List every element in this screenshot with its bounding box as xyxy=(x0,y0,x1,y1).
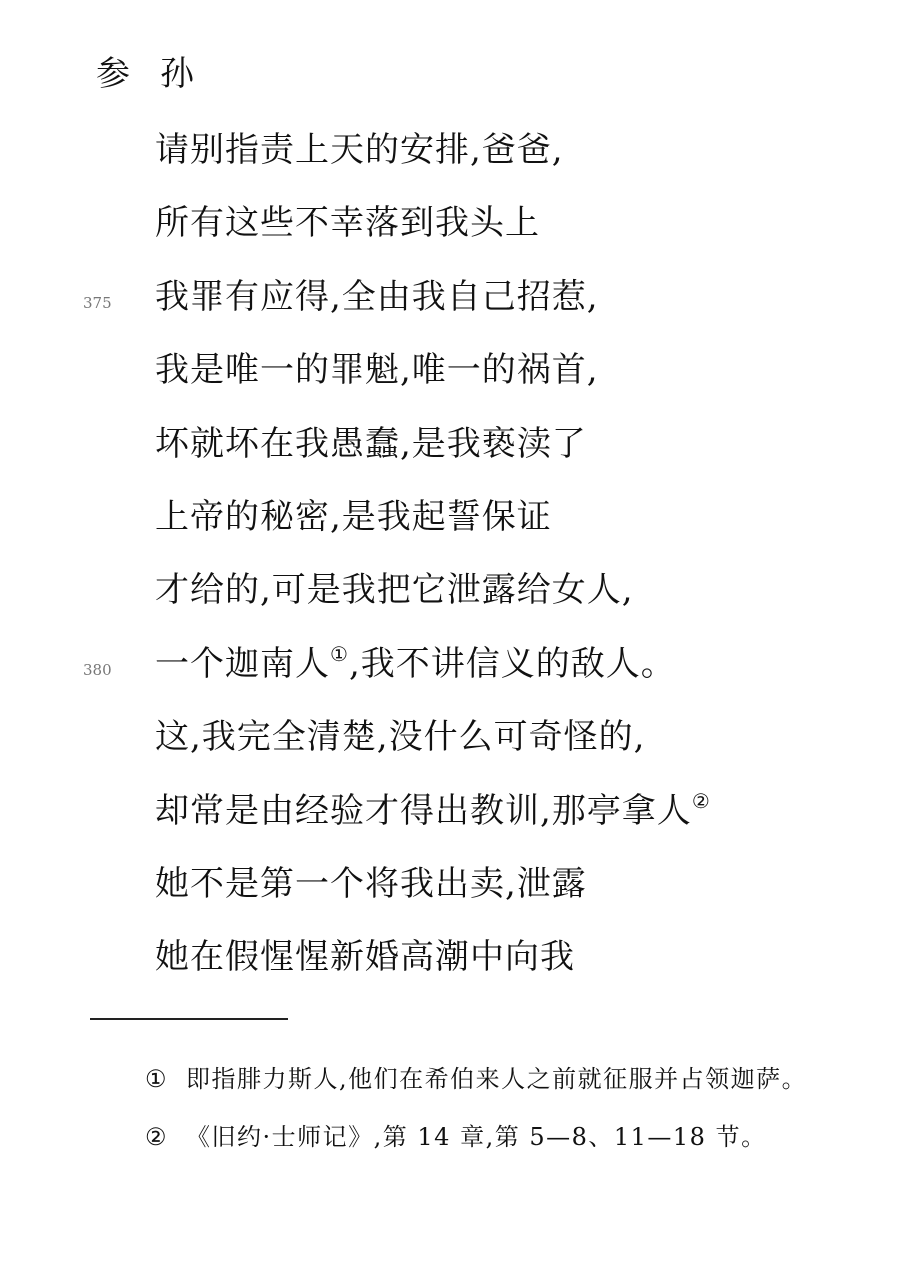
verse-line-text: 上帝的秘密,是我起誓保证 xyxy=(155,496,552,537)
footnote-mark: ② xyxy=(145,1123,169,1151)
verse-line xyxy=(83,639,875,712)
line-number: 375 xyxy=(83,293,112,312)
footnote-divider xyxy=(90,1018,288,1020)
footnote-2 xyxy=(85,1118,880,1156)
speaker-name: 参孙 xyxy=(96,54,224,94)
footnote-1 xyxy=(85,1060,880,1098)
footnotes xyxy=(85,1060,880,1156)
verse-line-text: 坏就坏在我愚蠢,是我亵渎了 xyxy=(155,423,587,464)
footnote-text: 即指腓力斯人,他们在希伯来人之前就征服并占领迦萨。 xyxy=(186,1065,808,1093)
verse-line-text: 却常是由经验才得出教训,那亭拿人 xyxy=(155,790,692,831)
verse-line xyxy=(155,786,875,859)
footnote-text: 《旧约·士师记》,第 14 章,第 5—8、11—18 节。 xyxy=(186,1123,767,1151)
verse-line-text: 她在假惺惺新婚高潮中向我 xyxy=(155,937,575,978)
verse-line-text: 所有这些不幸落到我头上 xyxy=(155,203,540,244)
verse-line xyxy=(155,125,875,198)
verse-line-text: 才给的,可是我把它泄露给女人, xyxy=(155,570,634,611)
verse-line xyxy=(155,492,875,565)
line-number: 380 xyxy=(83,660,112,679)
verse-line xyxy=(155,198,875,271)
verse-line-text: 她不是第一个将我出卖,泄露 xyxy=(155,863,587,904)
verse-line xyxy=(155,712,875,785)
footnote-ref-2[interactable]: ② xyxy=(691,788,711,813)
footnote-ref-1[interactable]: ① xyxy=(330,641,349,666)
verse-line xyxy=(155,345,875,418)
verse-line xyxy=(155,932,875,1005)
verse-line-text: 这,我完全清楚,没什么可奇怪的, xyxy=(155,717,646,758)
verse-line xyxy=(155,419,875,492)
verse-block xyxy=(83,125,875,1006)
verse-line-text: 我是唯一的罪魁,唯一的祸首, xyxy=(155,350,599,391)
verse-line xyxy=(83,272,875,345)
footnote-mark: ① xyxy=(145,1065,169,1093)
verse-line-text: 我罪有应得,全由我自己招惹, xyxy=(155,276,599,317)
verse-line-text: 一个迦南人 xyxy=(155,643,330,684)
verse-line xyxy=(155,565,875,638)
verse-line-text-cont: ,我不讲信义的敌人。 xyxy=(348,643,676,684)
verse-line-text: 请别指责上天的安排,爸爸, xyxy=(155,130,564,170)
verse-line xyxy=(155,859,875,932)
